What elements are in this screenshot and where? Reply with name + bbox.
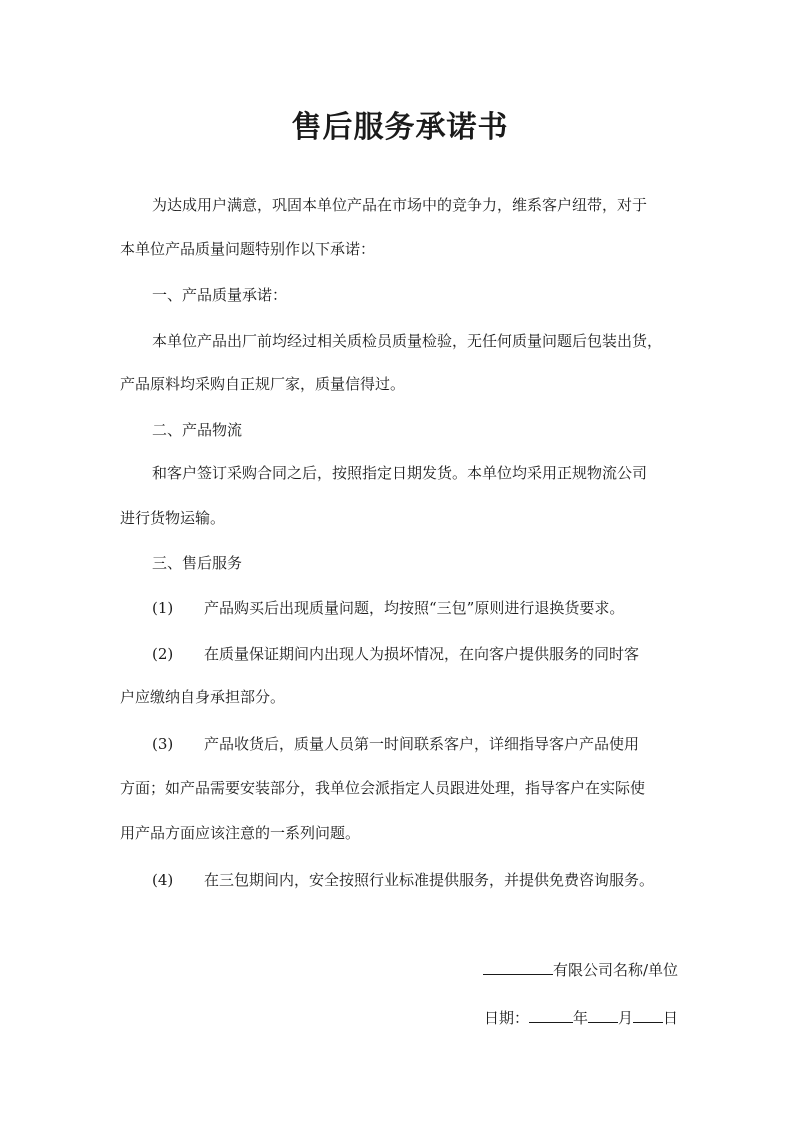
section1-line-1: 本单位产品出厂前均经过相关质检员质量检验，无任何质量问题后包装出货， [152, 332, 663, 350]
service-item-2 [152, 643, 639, 665]
service-item-number: (3) [152, 735, 174, 753]
section2-line-1: 和客户签订采购合同之后，按照指定日期发货。本单位均采用正规物流公司 [152, 464, 648, 482]
service-item-number: (2) [152, 645, 174, 663]
month-label: 月 [617, 1009, 633, 1027]
day-label: 日 [662, 1009, 678, 1027]
service-item-text: 在三包期间内，安全按照行业标准提供服务，并提供免费咨询服务。 [204, 871, 655, 889]
service-item-text: 产品购买后出现质量问题，均按照“三包”原则进行退换货要求。 [204, 599, 625, 617]
section2-line-2: 进行货物运输。 [120, 509, 226, 527]
section3-heading: 三、售后服务 [152, 554, 243, 572]
service-item-4 [152, 869, 654, 891]
document-title: 售后服务承诺书 [291, 110, 509, 145]
company-label: 有限公司名称/单位 [552, 961, 678, 979]
service-item-3 [152, 733, 639, 755]
service-item-text: 在质量保证期间内出现人为损坏情况，在向客户提供服务的同时客 [204, 645, 640, 663]
service-item-text: 产品收货后，质量人员第一时间联系客户，详细指导客户产品使用 [204, 735, 640, 753]
year-label: 年 [572, 1009, 588, 1027]
intro-line-1: 为达成用户满意，巩固本单位产品在市场中的竞争力，维系客户纽带，对于 [152, 196, 648, 214]
company-name-blank [483, 958, 553, 975]
section1-line-2: 产品原料均采购自正规厂家，质量信得过。 [120, 375, 406, 393]
date-label: 日期： [483, 1009, 529, 1027]
signature-company [483, 958, 678, 981]
month-blank [588, 1006, 618, 1023]
service-item-number: (4) [152, 871, 174, 889]
section1-heading: 一、产品质量承诺： [152, 286, 288, 304]
signature-date [484, 1006, 678, 1029]
service-item-2-line-2: 户应缴纳自身承担部分。 [120, 688, 286, 706]
service-item-number: (1) [152, 599, 174, 617]
service-item-3-line-2: 方面；如产品需要安装部分，我单位会派指定人员跟进处理，指导客户在实际使 [120, 779, 646, 797]
service-item-3-line-3: 用产品方面应该注意的一系列问题。 [120, 824, 361, 842]
section2-heading: 二、产品物流 [152, 421, 243, 439]
service-item-1 [152, 597, 624, 619]
intro-line-2: 本单位产品质量问题特别作以下承诺： [120, 240, 376, 258]
year-blank [529, 1006, 573, 1023]
day-blank [633, 1006, 663, 1023]
